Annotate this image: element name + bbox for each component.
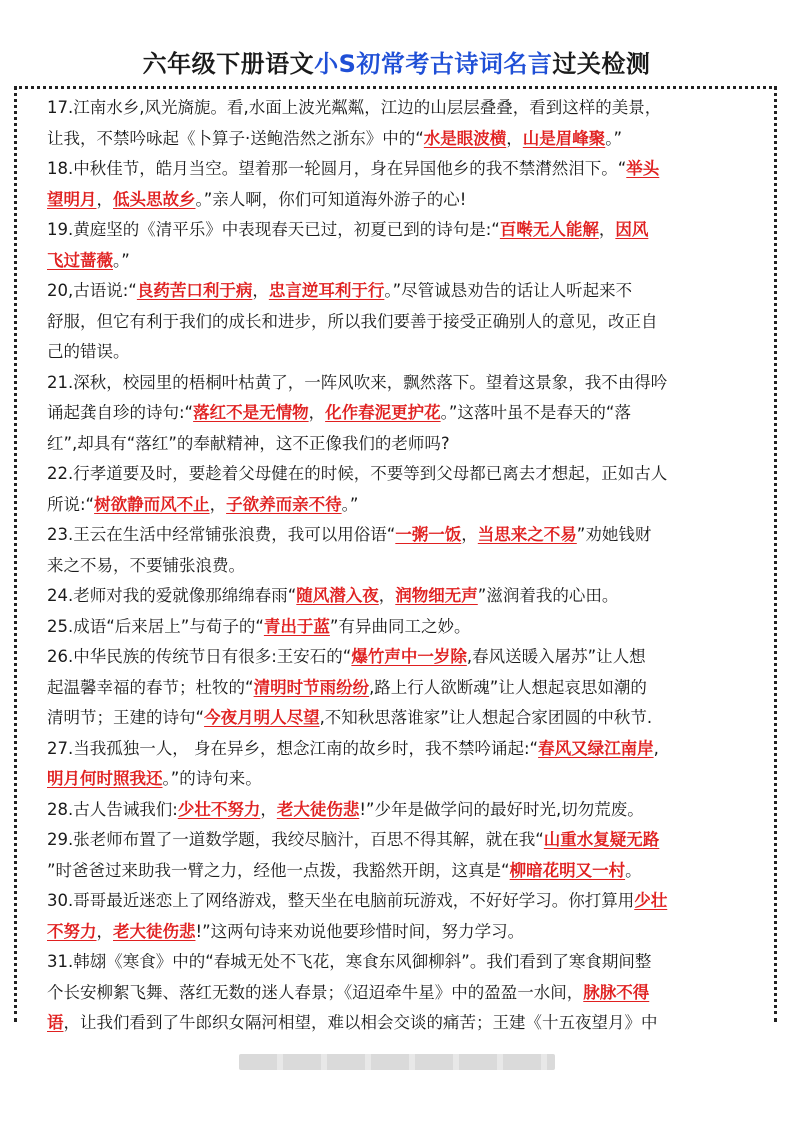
text-line: [47, 520, 759, 551]
body-text: ，: [96, 189, 113, 209]
text-line: [47, 673, 759, 704]
body-text: ”劝她钱财: [576, 525, 652, 544]
body-text: ”时爸爸过来助我一臂之力，经他一点拨，我豁然开朗，这真是“: [47, 860, 510, 880]
body-text: ，: [96, 921, 113, 941]
body-text: 25.成语“后来居上”与荀子的“: [47, 616, 264, 636]
answer-text: 老大徒伤悲: [113, 921, 196, 941]
answer-text: 不努力: [47, 921, 97, 941]
body-text: ，: [506, 128, 523, 148]
body-text: ，: [260, 799, 277, 819]
body-text: 29.张老师布置了一道数学题，我绞尽脑汁，百思不得其解，就在我“: [47, 830, 544, 849]
body-text: 31.韩翃《寒食》中的“春城无处不飞花，寒食东风御柳斜”。我们看到了寒食期间整: [47, 952, 652, 971]
answer-text: 爆竹声中一岁除: [351, 647, 467, 666]
body-text: 让我，不禁吟咏起《卜算子·送鲍浩然之浙东》中的“: [47, 128, 424, 148]
body-text: 30.哥哥最近迷恋上了网络游戏，整天坐在电脑前玩游戏，不好好学习。你打算用: [47, 891, 635, 910]
title-part-1: 六年级下册语文: [142, 50, 315, 78]
body-text: 诵起龚自珍的诗句:“: [47, 403, 194, 422]
text-line: [47, 642, 759, 673]
answer-text: 语: [47, 1013, 64, 1032]
answer-text: 良药苦口利于病: [136, 281, 253, 300]
text-line: [47, 856, 759, 887]
answer-text: 今夜月明人尽望: [204, 708, 320, 727]
text-line: [47, 612, 759, 643]
body-text: 个长安柳絮飞舞、落红无数的迷人春景；《迢迢牵牛星》中的盈盈一水间，: [47, 982, 584, 1002]
answer-text: 明月何时照我还: [47, 769, 163, 788]
answer-text: 百啭无人能解: [499, 220, 599, 239]
answer-text: 子欲养而亲不待: [226, 494, 342, 514]
body-text: ，: [308, 403, 326, 422]
text-line: [47, 429, 759, 460]
text-line: [47, 703, 759, 734]
answer-text: 水是眼波横: [423, 128, 507, 148]
body-text: ,路上行人欲断魂”让人想起哀思如潮的: [369, 677, 647, 697]
answer-text: 少壮不努力: [177, 799, 261, 819]
text-line: [47, 337, 759, 368]
text-line: [47, 490, 759, 521]
answer-text: 随风潜入夜: [296, 586, 379, 605]
title-part-2: 小S初常考古诗词名言: [314, 50, 553, 78]
body-text: ，: [209, 494, 227, 514]
text-line: [47, 368, 759, 399]
answer-text: 落红不是无情物: [193, 403, 309, 422]
title-part-3: 过关检测: [552, 50, 651, 78]
answer-text: 望明月: [47, 189, 97, 209]
text-line: [47, 185, 759, 216]
body-text: 。”的诗句来。: [162, 769, 262, 788]
body-text: 27.当我孤独一人， 身在异乡，想念江南的故乡时，我不禁吟诵起:“: [47, 738, 539, 758]
body-text: ”滋润着我的心田。: [477, 586, 619, 605]
text-line: [47, 1008, 759, 1032]
body-text: ，: [378, 586, 396, 605]
answer-text: 忠言逆耳利于行: [268, 281, 385, 300]
text-line: [47, 551, 759, 582]
body-text: 24.老师对我的爱就像那绵绵春雨“: [47, 586, 297, 605]
answer-text: 青出于蓝: [263, 616, 330, 636]
body-text: ,: [653, 738, 659, 758]
body-text: !”这两句诗来劝说他要珍惜时间，努力学习。: [195, 921, 525, 941]
answer-text: 因风: [615, 220, 649, 239]
body-text: ，: [461, 525, 478, 544]
answer-text: 山重水复疑无路: [543, 830, 660, 849]
body-text: 。”: [605, 128, 623, 148]
body-text: 21.深秋，校园里的梧桐叶枯黄了，一阵风吹来，飘然落下。望着这景象，我不由得吟: [47, 372, 668, 392]
body-text: ，: [598, 220, 616, 239]
body-text: 舒服，但它有利于我们的成长和进步，所以我们要善于接受正确别人的意见，改正自: [47, 311, 658, 331]
answer-text: 举头: [626, 159, 660, 178]
answer-text: 春风又绿江南岸: [538, 738, 654, 758]
body-text: 所说:“: [47, 494, 95, 514]
body-text: 20,古语说:“: [47, 281, 137, 300]
body-text: 。”: [113, 250, 130, 270]
body-text: 26.中华民族的传统节日有很多:王安石的“: [47, 647, 352, 666]
text-line: [47, 276, 759, 307]
body-text: 。”尽管诚恳劝告的话让人听起来不: [384, 281, 633, 300]
answer-text: 少壮: [634, 891, 668, 910]
body-text: ，: [252, 281, 269, 300]
body-text: 17.江南水乡,风光旖旎。看,水面上波光粼粼，江边的山层层叠叠，看到这样的美景，: [47, 98, 662, 117]
text-line: [47, 825, 759, 856]
answer-text: 老大徒伤悲: [276, 799, 360, 819]
body-text: 清明节；王建的诗句“: [47, 708, 205, 727]
body-text: 23.王云在生活中经常铺张浪费，我可以用俗语“: [47, 525, 396, 544]
body-text: 起温馨幸福的春节；杜牧的“: [47, 677, 254, 697]
blurred-footer-watermark: [239, 1054, 555, 1070]
text-line: [47, 246, 759, 277]
answer-text: 飞过蔷薇: [47, 250, 113, 270]
text-line: [47, 124, 759, 155]
text-line: [47, 764, 759, 795]
body-text: ，让我们看到了牛郎织女隔河相望，难以相会交谈的痛苦；王建《十五夜望月》中: [63, 1013, 658, 1032]
body-text: 。”: [341, 494, 359, 514]
body-text: 19.黄庭坚的《清平乐》中表现春天已过，初夏已到的诗句是:“: [47, 220, 500, 239]
text-line: [47, 947, 759, 978]
body-text: 。”这落叶虽不是春天的“落: [440, 403, 631, 422]
text-line: [47, 154, 759, 185]
answer-text: 化作春泥更护花: [325, 403, 441, 422]
body-text: ,不知秋思落谁家”让人想起合家团圆的中秋节.: [319, 708, 653, 727]
answer-text: 柳暗花明又一村: [509, 860, 626, 880]
body-text: 己的错误。: [47, 342, 130, 361]
text-line: [47, 795, 759, 826]
body-text: 18.中秋佳节，皓月当空。望着那一轮圆月，身在异国他乡的我不禁潸然泪下。“: [47, 159, 627, 178]
body-text: 。: [625, 860, 642, 880]
text-line: [47, 734, 759, 765]
text-line: [47, 459, 759, 490]
text-line: [47, 93, 759, 124]
text-line: [47, 917, 759, 948]
body-text: 红”,却具有“落红”的奉献精神，这不正像我们的老师吗?: [47, 433, 450, 453]
text-line: [47, 886, 759, 917]
body-text: 。”亲人啊，你们可知道海外游子的心!: [195, 189, 467, 209]
text-line: [47, 978, 759, 1009]
dotted-content-frame: [14, 86, 777, 1032]
body-text: ,春风送暖入屠苏”让人想: [466, 647, 646, 666]
answer-text: 脉脉不得: [583, 982, 650, 1002]
body-text: ”有异曲同工之妙。: [329, 616, 471, 636]
text-line: [47, 307, 759, 338]
question-list: [47, 93, 759, 1032]
text-line: [47, 581, 759, 612]
answer-text: 清明时节雨纷纷: [253, 677, 370, 697]
body-text: !”少年是做学问的最好时光,切勿荒废。: [359, 799, 644, 819]
answer-text: 树欲静而风不止: [94, 494, 210, 514]
answer-text: 低头思故乡: [113, 189, 196, 209]
body-text: 22.行孝道要及时，要趁着父母健在的时候，不要等到父母都已离去才想起，正如古人: [47, 464, 668, 483]
text-line: [47, 215, 759, 246]
body-text: 来之不易，不要铺张浪费。: [47, 555, 245, 575]
answer-text: 当思来之不易: [477, 525, 577, 544]
page-title: [0, 44, 793, 79]
answer-text: 山是眉峰聚: [522, 128, 606, 148]
body-text: 28.古人告诫我们:: [47, 799, 178, 819]
answer-text: 一粥一饭: [395, 525, 462, 544]
answer-text: 润物细无声: [395, 586, 478, 605]
text-line: [47, 398, 759, 429]
